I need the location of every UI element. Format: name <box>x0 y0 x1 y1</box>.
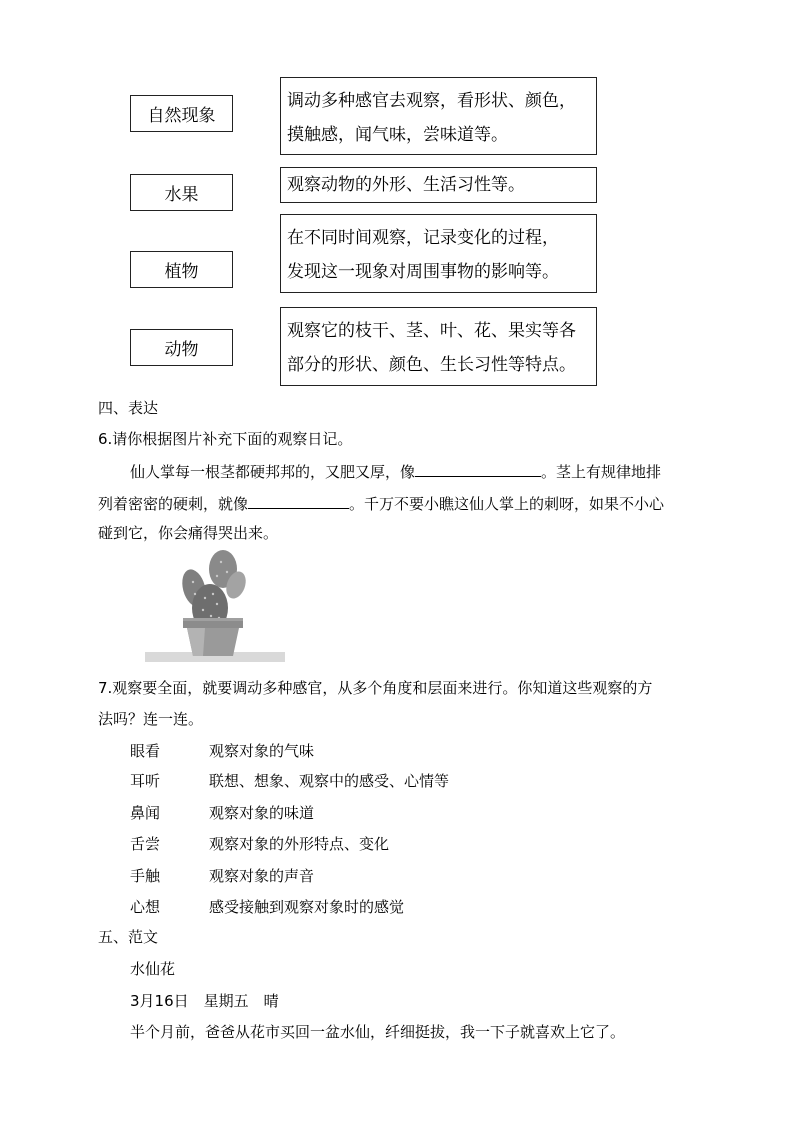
right-box-2 <box>280 167 597 203</box>
target-2[interactable]: 联想、想象、观察中的感受、心情等 <box>209 772 450 790</box>
right-box-1 <box>280 77 597 155</box>
sense-hand[interactable]: 手触 <box>130 867 161 885</box>
target-6[interactable]: 感受接触到观察对象时的感觉 <box>209 898 405 916</box>
q6-line1-text-a: 仙人掌每一根茎都硬邦邦的，又肥又厚，像 <box>130 463 416 481</box>
essay-date: 3月16日 星期五 晴 <box>130 992 279 1010</box>
question-6-line-3: 碰到它，你会痛得哭出来。 <box>98 524 279 542</box>
essay-title: 水仙花 <box>130 960 176 978</box>
q6-line2-text-b: 。千万不要小瞧这仙人掌上的刺呀，如果不小心 <box>349 495 665 513</box>
right-box-4-line-2: 部分的形状、颜色、生长习性等特点。 <box>287 355 576 375</box>
section-5-heading: 五、范文 <box>98 928 159 946</box>
right-box-3-line-2: 发现这一现象对周围事物的影响等。 <box>287 262 559 282</box>
sense-eye[interactable]: 眼看 <box>130 742 161 760</box>
question-7-prompt-line-1: 7.观察要全面，就要调动多种感官，从多个角度和层面来进行。你知道这些观察的方 <box>98 679 653 697</box>
left-box-animal: 动物 <box>130 329 233 366</box>
right-box-4 <box>280 307 597 386</box>
target-3[interactable]: 观察对象的味道 <box>209 804 315 822</box>
sense-tongue[interactable]: 舌尝 <box>130 835 161 853</box>
question-6-line-1 <box>130 460 661 482</box>
left-box-fruit: 水果 <box>130 174 233 211</box>
q6-line2-text-a: 列着密密的硬刺，就像 <box>98 495 249 513</box>
right-box-4-line-1: 观察它的枝干、茎、叶、花、果实等各 <box>287 321 576 341</box>
right-box-1-line-1: 调动多种感官去观察，看形状、颜色， <box>287 91 576 111</box>
target-5[interactable]: 观察对象的声音 <box>209 867 315 885</box>
target-1[interactable]: 观察对象的气味 <box>209 742 315 760</box>
q6-blank-1[interactable] <box>415 460 541 477</box>
right-box-1-line-2: 摸触感，闻气味，尝味道等。 <box>287 125 508 145</box>
essay-paragraph-1: 半个月前，爸爸从花市买回一盆水仙，纤细挺拔，我一下子就喜欢上它了。 <box>130 1023 626 1041</box>
section-4-heading: 四、表达 <box>98 399 159 417</box>
question-6-line-2 <box>98 492 664 514</box>
cactus-image <box>145 548 285 662</box>
sense-ear[interactable]: 耳听 <box>130 772 161 790</box>
target-4[interactable]: 观察对象的外形特点、变化 <box>209 835 390 853</box>
question-6-prompt: 6.请你根据图片补充下面的观察日记。 <box>98 430 353 448</box>
question-7-prompt-line-2: 法吗？连一连。 <box>98 710 204 728</box>
q6-line1-text-b: 。茎上有规律地排 <box>541 463 662 481</box>
left-box-natural-phenomena: 自然现象 <box>130 95 233 132</box>
right-box-3 <box>280 214 597 293</box>
q6-blank-2[interactable] <box>248 492 349 509</box>
right-box-2-line-1: 观察动物的外形、生活习性等。 <box>287 175 525 195</box>
sense-heart[interactable]: 心想 <box>130 898 161 916</box>
right-box-3-line-1: 在不同时间观察，记录变化的过程， <box>287 228 559 248</box>
sense-nose[interactable]: 鼻闻 <box>130 804 161 822</box>
left-box-plant: 植物 <box>130 251 233 288</box>
